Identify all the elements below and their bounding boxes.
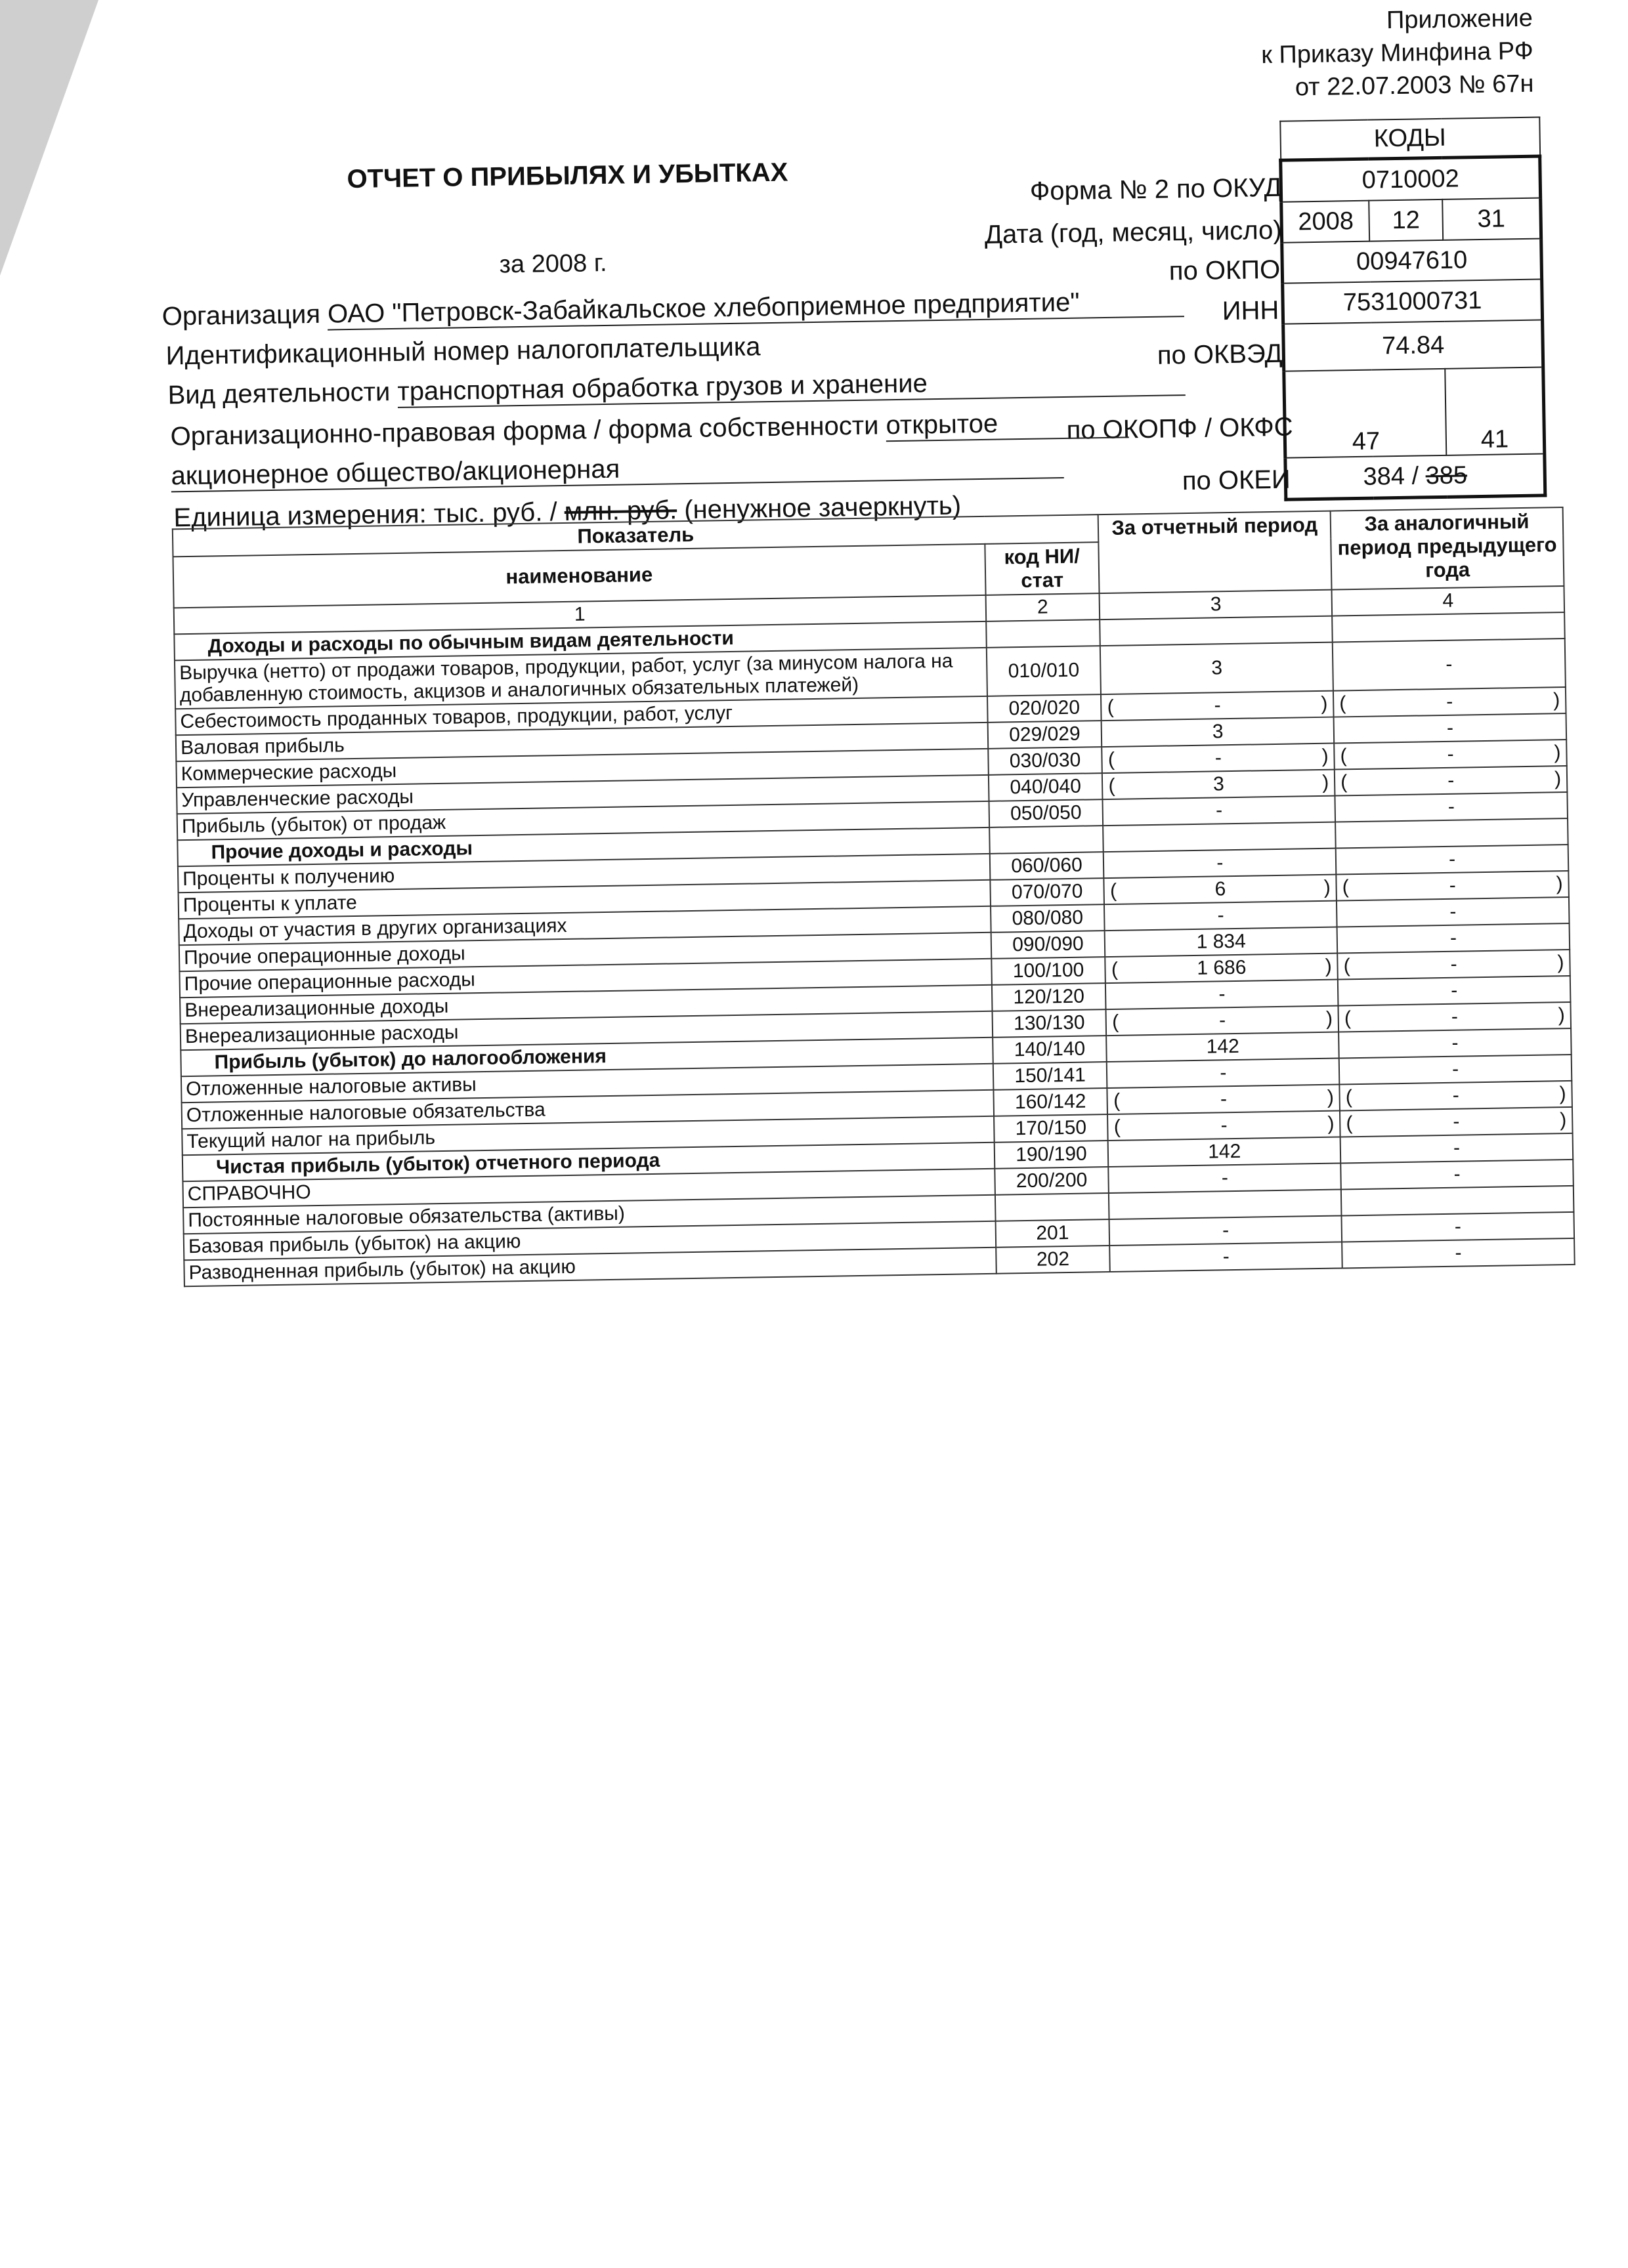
paren-open: ( (1111, 958, 1119, 980)
row-current (1100, 616, 1333, 646)
row-previous-value: - (1453, 1137, 1461, 1159)
row-current-value: 142 (1206, 1035, 1240, 1058)
paren-close: ) (1557, 952, 1564, 974)
form-label: Форма № 2 по ОКУД (1029, 173, 1282, 206)
table-body (174, 612, 1574, 1286)
paren-close: ) (1554, 742, 1561, 764)
appendix-line-3: от 22.07.2003 № 67н (1295, 70, 1534, 102)
row-current (1101, 691, 1333, 721)
inn-label: ИНН (1222, 295, 1279, 326)
row-current (1107, 1059, 1339, 1089)
row-previous-value: - (1447, 795, 1455, 818)
row-previous-value: - (1449, 900, 1457, 923)
row-previous-value: - (1449, 874, 1456, 896)
row-previous (1337, 897, 1569, 927)
org-row (161, 286, 1184, 333)
paren-open: ( (1107, 748, 1115, 770)
row-previous-value: - (1446, 717, 1454, 739)
date-day: 31 (1442, 198, 1541, 240)
row-previous-value: - (1452, 1084, 1459, 1106)
paren-open: ( (1340, 771, 1348, 793)
row-previous-value: - (1451, 1032, 1459, 1054)
row-name: Доходы и расходы по обычным видам деятельности (174, 621, 986, 660)
row-current-value: - (1215, 799, 1223, 822)
okopf-code: 47 (1284, 369, 1447, 458)
pl-table (172, 507, 1575, 1287)
paren-open: ( (1109, 879, 1117, 902)
row-code: 060/060 (989, 852, 1104, 880)
page-title: ОТЧЕТ О ПРИБЫЛЯХ И УБЫТКАХ (347, 158, 788, 194)
okpo-code: 00947610 (1282, 239, 1542, 284)
row-current-value: 3 (1211, 657, 1223, 679)
report-period: за 2008 г. (499, 249, 607, 279)
row-name: Прибыль (убыток) от продаж (177, 801, 989, 840)
col-current: За отчетный период (1098, 511, 1332, 594)
row-current (1105, 980, 1338, 1010)
row-code: 100/100 (991, 957, 1106, 985)
row-previous (1334, 713, 1566, 744)
row-code: 201 (995, 1219, 1110, 1248)
col-previous: За аналогичный период предыдущего года (1331, 507, 1564, 590)
org-label: Организация (161, 299, 321, 331)
row-name: Внереализационные доходы (180, 985, 992, 1024)
paren-close: ) (1327, 1112, 1335, 1135)
paren-open: ( (1339, 692, 1346, 715)
row-code (995, 1193, 1109, 1221)
col-indicator: Показатель (173, 514, 1099, 556)
row-current (1109, 1163, 1341, 1193)
row-current (1106, 1006, 1339, 1036)
row-current (1102, 744, 1335, 774)
date-month: 12 (1369, 200, 1443, 242)
row-current (1105, 927, 1337, 957)
row-code: 020/020 (987, 694, 1102, 723)
col-num-1: 1 (174, 595, 986, 634)
row-current (1107, 1111, 1340, 1141)
legal-form-value-2: акционерное общество/акционерная (171, 448, 1064, 492)
row-current-value: - (1220, 1114, 1228, 1137)
row-code: 010/010 (986, 646, 1101, 696)
row-name: Внереализационные расходы (181, 1011, 993, 1050)
row-code: 050/050 (989, 799, 1103, 828)
row-previous (1336, 845, 1568, 875)
row-code: 040/040 (988, 773, 1103, 801)
row-code: 120/120 (991, 983, 1106, 1011)
legal-form-row (170, 407, 1129, 453)
paren-close: ) (1321, 745, 1329, 767)
paren-close: ) (1322, 771, 1329, 793)
row-current-value: - (1220, 1062, 1227, 1084)
row-name: Коммерческие расходы (176, 749, 988, 788)
col-num-2: 2 (985, 593, 1100, 621)
row-name: Прочие доходы и расходы (177, 828, 989, 866)
row-current-value: - (1214, 694, 1221, 717)
col-code: код НИ/ стат (985, 542, 1100, 595)
inn-long-label: Идентификационный номер налогоплательщика (165, 332, 761, 371)
row-previous (1335, 818, 1568, 849)
paren-open: ( (1345, 1086, 1353, 1108)
legal-form-row-2 (171, 448, 1064, 492)
row-previous (1340, 1160, 1573, 1190)
row-name: Чистая прибыль (убыток) отчетного периода (182, 1143, 995, 1181)
row-current (1109, 1189, 1341, 1219)
row-previous (1335, 766, 1567, 796)
codes-table (1278, 117, 1547, 501)
row-name: Базовая прибыль (убыток) на акцию (184, 1221, 996, 1260)
paren-open: ( (1344, 1007, 1352, 1030)
row-current-value: - (1214, 747, 1222, 769)
row-previous (1340, 1081, 1572, 1111)
okei-label: по ОКЕИ (1182, 465, 1291, 496)
paren-close: ) (1553, 689, 1560, 711)
row-current (1104, 875, 1337, 905)
col-name: наименование (173, 544, 985, 608)
row-code: 130/130 (992, 1009, 1107, 1038)
okud-code: 0710002 (1281, 156, 1541, 202)
row-code: 200/200 (995, 1167, 1109, 1195)
row-current (1104, 901, 1337, 931)
row-current-value: - (1222, 1219, 1230, 1242)
row-current-value: 3 (1212, 773, 1225, 795)
paren-open: ( (1342, 876, 1350, 898)
row-previous (1336, 871, 1568, 901)
appendix-line-2: к Приказу Минфина РФ (1260, 37, 1533, 70)
row-code (989, 826, 1104, 854)
row-current (1107, 1032, 1339, 1062)
row-name: Разводненная прибыль (убыток) на акцию (184, 1248, 996, 1286)
row-current-value: - (1216, 852, 1224, 874)
row-code: 170/150 (994, 1114, 1109, 1143)
paren-open: ( (1346, 1112, 1353, 1135)
row-current (1102, 770, 1335, 800)
paren-close: ) (1323, 876, 1331, 898)
row-code: 090/090 (991, 931, 1105, 959)
row-name: Проценты к уплате (179, 880, 991, 919)
row-previous-value: - (1451, 1005, 1459, 1028)
row-current (1108, 1137, 1340, 1167)
date-year: 2008 (1281, 201, 1369, 243)
row-current (1105, 954, 1338, 984)
okpo-label: по ОКПО (1168, 255, 1281, 286)
row-code: 160/142 (993, 1088, 1108, 1116)
row-current-value: 6 (1214, 878, 1226, 900)
row-previous-value: - (1447, 769, 1455, 791)
row-previous (1342, 1238, 1574, 1269)
row-previous (1337, 923, 1570, 954)
row-current-value: - (1218, 1009, 1226, 1032)
okei-code: 384 / 385 (1285, 453, 1545, 499)
row-current (1102, 717, 1334, 747)
row-code: 030/030 (988, 747, 1103, 775)
paren-open: ( (1112, 1011, 1119, 1033)
okfs-code: 41 (1445, 367, 1545, 455)
row-previous (1339, 1002, 1571, 1032)
row-previous-value: - (1454, 1215, 1462, 1238)
row-name: Управленческие расходы (177, 775, 989, 814)
row-code: 202 (996, 1246, 1111, 1274)
row-current-value: - (1220, 1088, 1228, 1110)
unit-label: Единица измерения: тыс. руб. / (173, 497, 557, 533)
row-name: Текущий налог на прибыль (182, 1116, 994, 1155)
row-code: 070/070 (990, 878, 1105, 906)
paren-close: ) (1554, 768, 1562, 790)
row-name: Проценты к получению (178, 854, 990, 892)
row-current (1103, 796, 1335, 826)
paren-open: ( (1107, 696, 1114, 718)
paren-open: ( (1343, 955, 1350, 977)
row-previous-value: - (1447, 743, 1454, 765)
activity-row (167, 365, 1185, 411)
row-current (1103, 822, 1336, 852)
paren-open: ( (1113, 1116, 1121, 1138)
row-previous (1332, 612, 1564, 642)
row-name: Выручка (нетто) от продажи товаров, продукции, работ, услуг (за минусом налога на добавленную стоимость, акцизов и аналогичных обязательных платежей) (175, 648, 987, 709)
row-current (1110, 1242, 1342, 1272)
row-name: Валовая прибыль (176, 723, 988, 761)
row-name: Прочие операционные расходы (179, 959, 991, 998)
row-previous-value: - (1446, 653, 1453, 675)
activity-value: транспортная обработка грузов и хранение (397, 365, 1186, 408)
row-current (1103, 849, 1336, 879)
row-previous-value: - (1446, 690, 1453, 713)
paren-close: ) (1559, 1109, 1567, 1131)
row-code: 080/080 (991, 904, 1105, 933)
paren-close: ) (1321, 692, 1328, 715)
row-previous (1333, 687, 1566, 717)
row-previous (1337, 950, 1570, 980)
row-previous-value: - (1453, 1110, 1460, 1133)
row-code: 140/140 (993, 1036, 1107, 1064)
row-previous (1342, 1212, 1574, 1242)
unit-note: (ненужное зачеркнуть) (683, 491, 962, 525)
row-current-value: - (1217, 904, 1224, 927)
row-previous (1339, 1028, 1571, 1059)
row-previous (1334, 740, 1566, 770)
col-num-4: 4 (1332, 586, 1564, 616)
row-current-value: - (1222, 1246, 1230, 1268)
okved-code: 74.84 (1283, 320, 1543, 371)
appendix-line-1: Приложение (1386, 4, 1533, 35)
row-previous (1333, 639, 1566, 691)
row-current-value: - (1218, 983, 1226, 1005)
row-previous (1340, 1133, 1573, 1164)
row-previous-value: - (1455, 1242, 1462, 1264)
row-current-value: 1 686 (1197, 956, 1247, 979)
paren-open: ( (1113, 1089, 1121, 1112)
row-name: Доходы от участия в других организациях (179, 906, 991, 945)
row-previous-value: - (1450, 953, 1457, 975)
date-label: Дата (год, месяц, число) (984, 215, 1282, 249)
row-current-value: 3 (1212, 721, 1224, 743)
row-previous-value: - (1451, 1058, 1459, 1080)
row-code: 150/141 (993, 1062, 1107, 1090)
row-previous (1341, 1186, 1574, 1216)
paren-close: ) (1556, 873, 1563, 895)
row-name: Прочие операционные доходы (179, 933, 991, 971)
row-current-value: 142 (1207, 1140, 1241, 1163)
row-name: Отложенные налоговые активы (181, 1064, 993, 1102)
row-previous-value: - (1453, 1163, 1461, 1185)
row-previous (1338, 976, 1570, 1006)
row-previous-value: - (1450, 979, 1458, 1001)
row-previous-value: - (1449, 927, 1457, 949)
row-previous-value: - (1448, 848, 1456, 870)
row-current (1109, 1215, 1342, 1246)
legal-form-label: Организационно-правовая форма / форма собственности (170, 411, 879, 452)
okved-label: по ОКВЭД (1157, 339, 1283, 370)
row-name: Прибыль (убыток) до налогообложения (181, 1038, 993, 1076)
row-current-value: 1 834 (1196, 930, 1247, 953)
row-current (1107, 1085, 1340, 1115)
inn-code: 7531000731 (1283, 280, 1543, 324)
paren-close: ) (1558, 1004, 1565, 1026)
activity-label: Вид деятельности (167, 377, 391, 410)
row-current-value: - (1221, 1167, 1229, 1189)
row-current (1100, 642, 1333, 695)
org-value: ОАО "Петровск-Забайкальское хлебоприемное предприятие" (328, 286, 1185, 330)
legal-form-value-1: открытое (886, 407, 1129, 442)
paren-open: ( (1340, 745, 1347, 767)
paren-close: ) (1559, 1083, 1566, 1105)
row-name: Отложенные налоговые обязательства (182, 1090, 994, 1129)
paren-close: ) (1325, 955, 1332, 977)
appendix-note (1260, 2, 1534, 104)
row-code (986, 620, 1101, 648)
row-name: СПРАВОЧНО (182, 1169, 995, 1208)
row-code: 029/029 (987, 721, 1102, 749)
unit-label-strike: млн. руб. (564, 495, 677, 526)
row-code: 190/190 (994, 1141, 1109, 1169)
row-previous (1335, 792, 1568, 822)
row-name: Себестоимость проданных товаров, продукции, работ, услуг (175, 696, 987, 735)
col-num-3: 3 (1100, 590, 1332, 620)
paren-close: ) (1327, 1086, 1335, 1108)
paren-open: ( (1108, 774, 1115, 797)
row-previous (1340, 1107, 1572, 1137)
row-previous (1339, 1055, 1572, 1085)
row-name: Постоянные налоговые обязательства (активы) (183, 1195, 995, 1234)
okopf-label: по ОКОПФ / ОКФС (1066, 412, 1293, 445)
codes-header: КОДЫ (1280, 117, 1540, 161)
paren-close: ) (1325, 1007, 1333, 1030)
